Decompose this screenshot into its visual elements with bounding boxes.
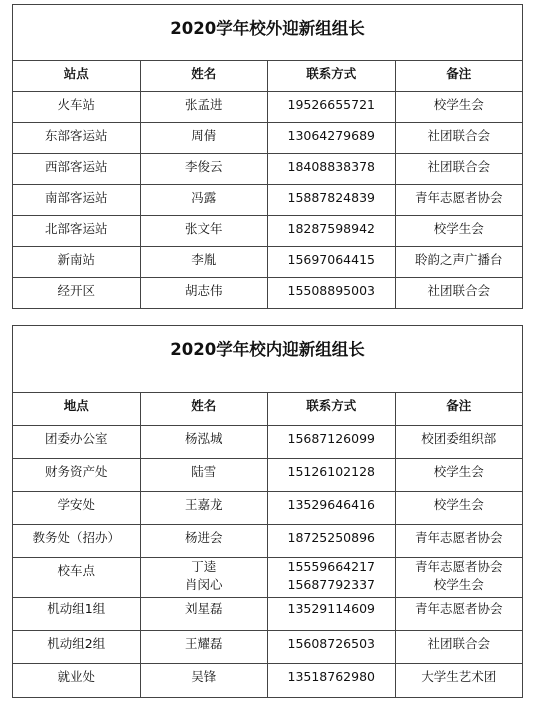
phone-cell: 13529114609 bbox=[268, 598, 396, 631]
phone-cell: 15126102128 bbox=[268, 459, 396, 492]
table-row bbox=[13, 492, 523, 525]
note-cell: 社团联合会 bbox=[395, 154, 523, 185]
phone-cell: 19526655721 bbox=[268, 92, 396, 123]
phone-cell: 13064279689 bbox=[268, 123, 396, 154]
note-cell: 青年志愿者协会 bbox=[395, 185, 523, 216]
name-cell bbox=[140, 558, 268, 598]
name-cell: 杨进会 bbox=[140, 525, 268, 558]
site-cell: 北部客运站 bbox=[13, 216, 141, 247]
table-row bbox=[13, 185, 523, 216]
column-header-name: 姓名 bbox=[140, 393, 268, 426]
site-cell: 学安处 bbox=[13, 492, 141, 525]
note-cell: 社团联合会 bbox=[395, 123, 523, 154]
site-cell: 团委办公室 bbox=[13, 426, 141, 459]
note-cell: 社团联合会 bbox=[395, 631, 523, 664]
column-header-site: 站点 bbox=[13, 61, 141, 92]
note-cell: 校学生会 bbox=[395, 216, 523, 247]
phone-cell: 15697064415 bbox=[268, 247, 396, 278]
phone-cell: 15508895003 bbox=[268, 278, 396, 309]
table-row bbox=[13, 459, 523, 492]
column-header-name: 姓名 bbox=[140, 61, 268, 92]
table-row bbox=[13, 154, 523, 185]
note-line: 青年志愿者协会 bbox=[414, 559, 503, 574]
phone-cell: 13529646416 bbox=[268, 492, 396, 525]
table-row bbox=[13, 426, 523, 459]
name-cell: 李胤 bbox=[140, 247, 268, 278]
note-cell: 青年志愿者协会 bbox=[395, 525, 523, 558]
site-cell: 教务处（招办） bbox=[13, 525, 141, 558]
table-title: 2020学年校外迎新组组长 bbox=[13, 5, 523, 61]
name-cell: 陆雪 bbox=[140, 459, 268, 492]
column-header-phone: 联系方式 bbox=[268, 61, 396, 92]
name-line: 丁逵 bbox=[191, 559, 217, 574]
note-cell: 社团联合会 bbox=[395, 278, 523, 309]
phone-cell: 18725250896 bbox=[268, 525, 396, 558]
name-cell: 张孟进 bbox=[140, 92, 268, 123]
site-cell: 机动组2组 bbox=[13, 631, 141, 664]
name-cell: 王嘉龙 bbox=[140, 492, 268, 525]
site-cell: 东部客运站 bbox=[13, 123, 141, 154]
site-cell: 财务资产处 bbox=[13, 459, 141, 492]
column-header-note: 备注 bbox=[395, 393, 523, 426]
note-cell: 大学生艺术团 bbox=[395, 664, 523, 698]
off-campus-leader-table bbox=[12, 4, 523, 309]
column-header-phone: 联系方式 bbox=[268, 393, 396, 426]
phone-line: 15687792337 bbox=[287, 577, 375, 592]
site-cell: 就业处 bbox=[13, 664, 141, 698]
note-cell: 校学生会 bbox=[395, 459, 523, 492]
phone-cell: 18287598942 bbox=[268, 216, 396, 247]
table-row bbox=[13, 631, 523, 664]
table-row bbox=[13, 558, 523, 598]
table-title: 2020学年校内迎新组组长 bbox=[13, 326, 523, 393]
table-row bbox=[13, 216, 523, 247]
note-cell: 校学生会 bbox=[395, 492, 523, 525]
note-cell: 校学生会 bbox=[395, 92, 523, 123]
column-header-note: 备注 bbox=[395, 61, 523, 92]
site-cell: 校车点 bbox=[13, 558, 141, 598]
site-cell: 新南站 bbox=[13, 247, 141, 278]
site-cell: 南部客运站 bbox=[13, 185, 141, 216]
phone-line: 15559664217 bbox=[287, 559, 375, 574]
note-cell bbox=[395, 558, 523, 598]
table-row bbox=[13, 525, 523, 558]
name-cell: 李俊云 bbox=[140, 154, 268, 185]
table-row bbox=[13, 278, 523, 309]
name-cell: 王耀磊 bbox=[140, 631, 268, 664]
name-cell: 刘星磊 bbox=[140, 598, 268, 631]
name-cell: 胡志伟 bbox=[140, 278, 268, 309]
site-cell: 西部客运站 bbox=[13, 154, 141, 185]
on-campus-leader-table bbox=[12, 325, 523, 698]
phone-cell: 13518762980 bbox=[268, 664, 396, 698]
table-row bbox=[13, 123, 523, 154]
name-cell: 张文年 bbox=[140, 216, 268, 247]
name-cell: 吴锋 bbox=[140, 664, 268, 698]
phone-cell bbox=[268, 558, 396, 598]
phone-cell: 15608726503 bbox=[268, 631, 396, 664]
name-cell: 周倩 bbox=[140, 123, 268, 154]
phone-cell: 15887824839 bbox=[268, 185, 396, 216]
phone-cell: 15687126099 bbox=[268, 426, 396, 459]
phone-cell: 18408838378 bbox=[268, 154, 396, 185]
site-cell: 火车站 bbox=[13, 92, 141, 123]
note-cell: 聆韵之声广播台 bbox=[395, 247, 523, 278]
column-header-site: 地点 bbox=[13, 393, 141, 426]
table-row bbox=[13, 598, 523, 631]
note-line: 校学生会 bbox=[433, 577, 484, 592]
name-line: 肖闵心 bbox=[184, 577, 223, 592]
name-cell: 杨泓城 bbox=[140, 426, 268, 459]
table-row bbox=[13, 247, 523, 278]
name-cell: 冯露 bbox=[140, 185, 268, 216]
table-row bbox=[13, 664, 523, 698]
table-row bbox=[13, 92, 523, 123]
note-cell: 青年志愿者协会 bbox=[395, 598, 523, 631]
note-cell: 校团委组织部 bbox=[395, 426, 523, 459]
site-cell: 机动组1组 bbox=[13, 598, 141, 631]
site-cell: 经开区 bbox=[13, 278, 141, 309]
